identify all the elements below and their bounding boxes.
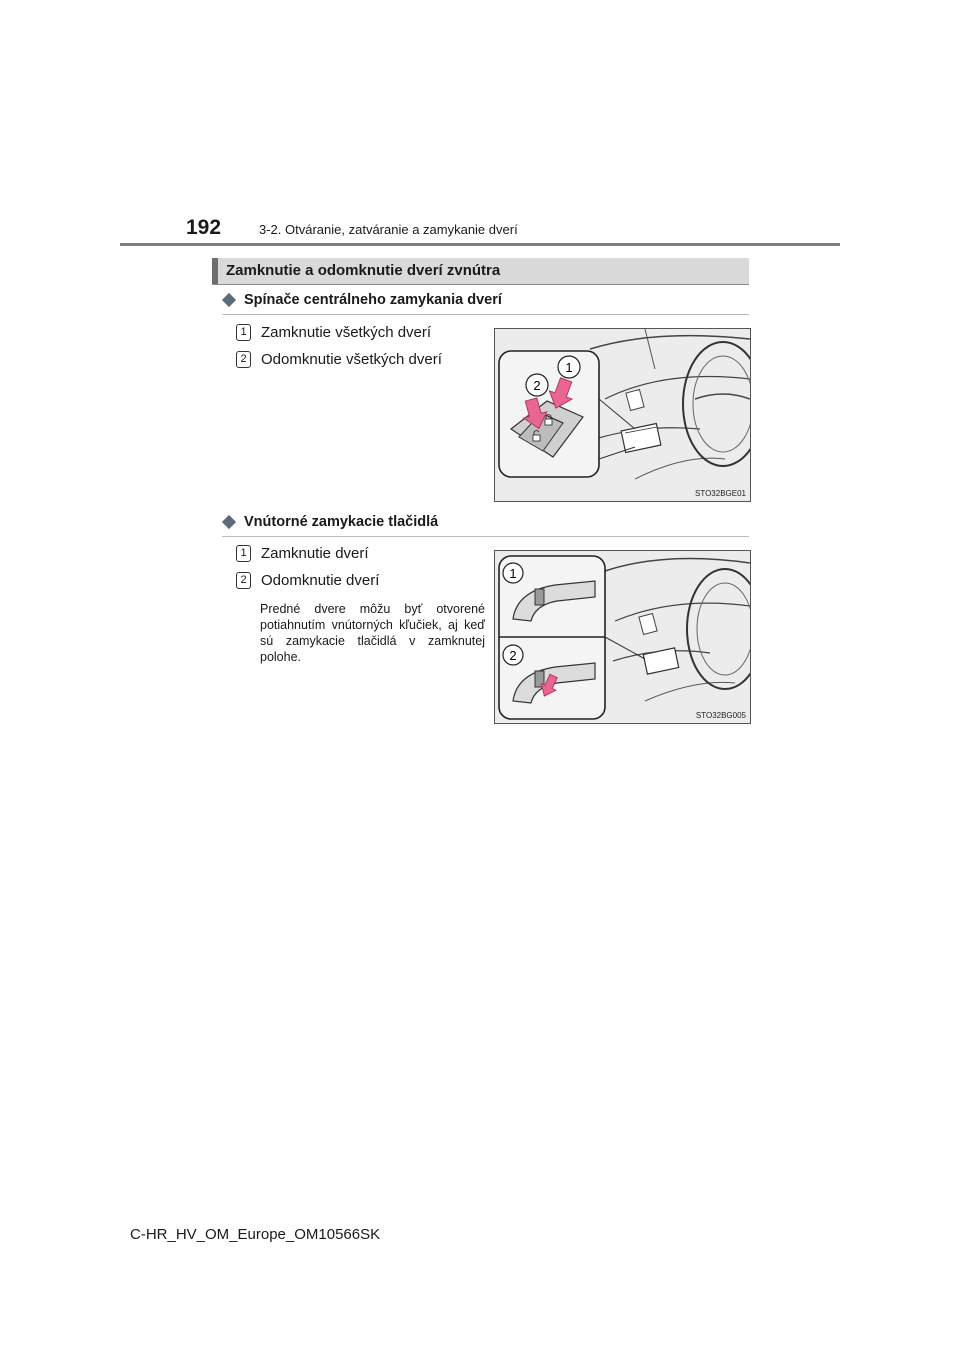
- step-unlock-door: [236, 572, 379, 589]
- subheading-inside-lock: [222, 514, 438, 530]
- callout-2: 2: [509, 648, 517, 663]
- diamond-icon: [222, 293, 236, 307]
- subheading-divider: [222, 536, 749, 537]
- step-text: Odomknutie dverí: [261, 572, 380, 589]
- inside-lock-button-figure: [494, 550, 751, 724]
- header-divider: [120, 243, 840, 246]
- document-id: C-HR_HV_OM_Europe_OM10566SK: [130, 1226, 381, 1243]
- note-text: Predné dvere môžu byť otvorené potiahnutím vnútorných kľučiek, aj keď sú zamykacie tlačidlá v zamknutej polohe.: [260, 602, 485, 664]
- step-text: Odomknutie všetkých dverí: [261, 351, 442, 368]
- step-number-badge: 1: [236, 324, 251, 341]
- diamond-icon: [222, 515, 236, 529]
- step-lock-door: [236, 545, 369, 562]
- callout-1: 1: [565, 360, 573, 375]
- central-lock-switch-figure: [494, 328, 751, 502]
- step-number-badge: 2: [236, 351, 251, 368]
- step-text: Zamknutie všetkých dverí: [261, 324, 432, 341]
- step-unlock-all: [236, 351, 442, 368]
- figure-code: STO32BGE01: [695, 489, 746, 498]
- callout-1: 1: [509, 566, 517, 581]
- subheading-text: Vnútorné zamykacie tlačidlá: [244, 514, 439, 530]
- section-header: [212, 258, 749, 285]
- section-title: Zamknutie a odomknutie dverí zvnútra: [226, 262, 501, 279]
- callout-2: 2: [533, 378, 541, 393]
- central-lock-illustration: [495, 329, 750, 501]
- chapter-title: 3-2. Otváranie, zatváranie a zamykanie dverí: [259, 222, 518, 237]
- inside-lock-illustration: [495, 551, 750, 723]
- step-number-badge: 1: [236, 545, 251, 562]
- step-text: Zamknutie dverí: [261, 545, 369, 562]
- figure-code: STO32BG005: [695, 711, 746, 720]
- subheading-central-lock: [222, 292, 502, 308]
- subheading-divider: [222, 314, 749, 315]
- step-number-badge: 2: [236, 572, 251, 589]
- section-accent: [212, 258, 218, 284]
- page-number: 192: [186, 216, 222, 239]
- step-lock-all: [236, 324, 431, 341]
- subheading-text: Spínače centrálneho zamykania dverí: [244, 292, 502, 308]
